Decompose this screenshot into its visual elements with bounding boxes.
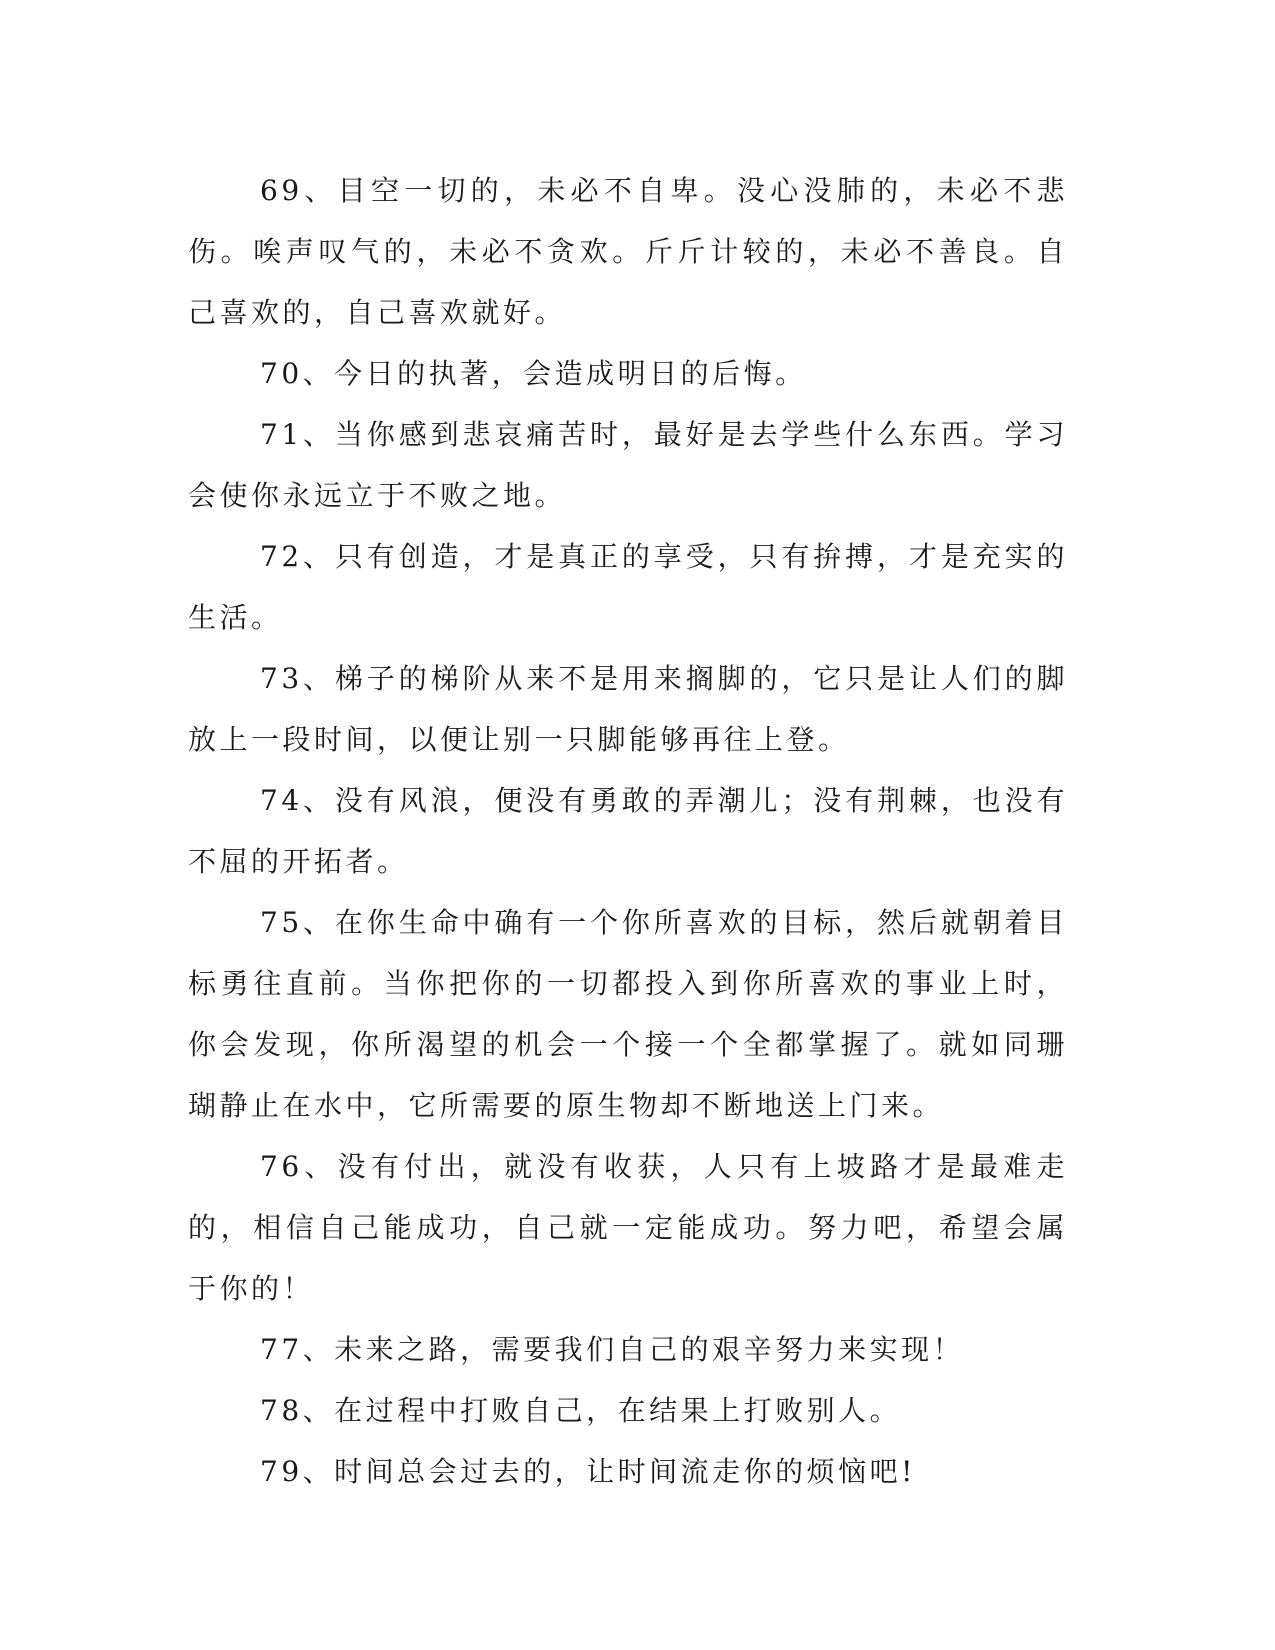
paragraph-69: 69、目空一切的，未必不自卑。没心没肺的，未必不悲伤。唉声叹气的，未必不贪欢。斤斤计较的，未必不善良。自己喜欢的，自己喜欢就好。 bbox=[188, 174, 1068, 329]
paragraph-70: 70、今日的执著，会造成明日的后悔。 bbox=[260, 357, 807, 390]
paragraph-73: 73、梯子的梯阶从来不是用来搁脚的，它只是让人们的脚放上一段时间，以便让别一只脚能够再往上登。 bbox=[188, 662, 1068, 756]
paragraph-76: 76、没有付出，就没有收获，人只有上坡路才是最难走的，相信自己能成功，自己就一定能成功。努力吧，希望会属于你的！ bbox=[188, 1150, 1068, 1305]
paragraph-79: 79、时间总会过去的，让时间流走你的烦恼吧! bbox=[260, 1455, 916, 1488]
paragraph-72: 72、只有创造，才是真正的享受，只有拚搏，才是充实的生活。 bbox=[188, 540, 1068, 634]
document-body bbox=[188, 160, 1068, 1502]
paragraph-71: 71、当你感到悲哀痛苦时，最好是去学些什么东西。学习会使你永远立于不败之地。 bbox=[188, 418, 1068, 512]
paragraph-75: 75、在你生命中确有一个你所喜欢的目标，然后就朝着目标勇往直前。当你把你的一切都投入到你所喜欢的事业上时，你会发现，你所渴望的机会一个接一个全都掌握了。就如同珊瑚静止在水中，它所需要的原生物却不断地送上门来。 bbox=[188, 906, 1068, 1122]
paragraph-78: 78、在过程中打败自己，在结果上打败别人。 bbox=[260, 1394, 902, 1427]
paragraph-74: 74、没有风浪，便没有勇敢的弄潮儿；没有荆棘，也没有不屈的开拓者。 bbox=[188, 784, 1068, 878]
paragraph-77: 77、未来之路，需要我们自己的艰辛努力来实现！ bbox=[260, 1333, 965, 1366]
